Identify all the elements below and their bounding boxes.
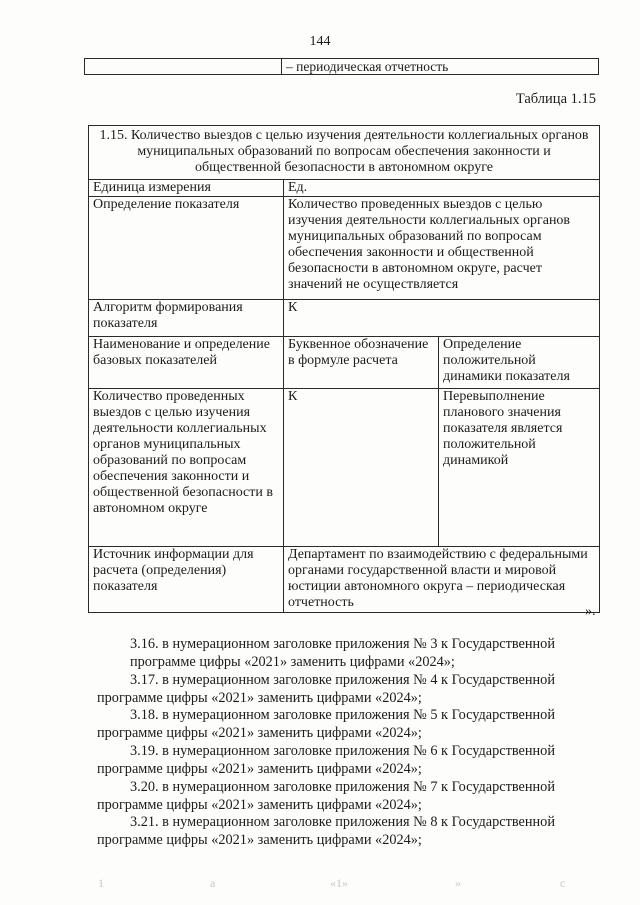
source-value: Департамент по взаимодействию с федеральными органами государственной власти и мировой юстиции автономного округа – периодическая отчетность (284, 547, 600, 613)
algorithm-value: К (284, 300, 600, 337)
base-indicator-dynamics: Перевыполнение планового значения показателя является положительной динамикой (439, 389, 600, 547)
amendment-paragraph (97, 814, 601, 849)
paragraph-text-continued: программе цифры «2021» заменить цифрами «2024»; (97, 689, 422, 706)
paragraph-text-continued: программе цифры «2021» заменить цифрами «2024»; (97, 760, 422, 777)
amendment-paragraph (97, 779, 601, 814)
continuation-right-cell: – периодическая отчетность (282, 59, 599, 75)
paragraph-number: 3.18. (130, 707, 159, 723)
indicator-title: 1.15. Количество выездов с целью изучения деятельности коллегиальных органов муниципальных образований по вопросам обеспечения законности и общественной безопасности в автономном округе (89, 126, 600, 180)
continuation-left-cell (85, 59, 282, 75)
bleed-fragment: «1» (330, 876, 348, 890)
paragraph-text-continued: программе цифры «2021» заменить цифрами «2024»; (130, 653, 455, 670)
paragraph-text: в нумерационном заголовке приложения № 4 к Государственной (162, 672, 555, 688)
bleed-fragment: » (455, 876, 461, 890)
paragraph-number: 3.19. (130, 743, 159, 759)
paragraph-number: 3.21. (130, 814, 159, 830)
amendment-paragraph (97, 672, 601, 707)
source-label: Источник информации для расчета (определения) показателя (89, 547, 284, 613)
algorithm-label: Алгоритм формирования показателя (89, 300, 284, 337)
unit-label: Единица измерения (89, 180, 284, 197)
paragraph-text: в нумерационном заголовке приложения № 3 к Государственной (162, 636, 555, 652)
amendment-paragraph (97, 707, 601, 742)
paragraph-text: в нумерационном заголовке приложения № 7 к Государственной (162, 779, 555, 795)
indicator-table (88, 125, 600, 613)
definition-label: Определение показателя (89, 197, 284, 300)
amendment-paragraph (97, 636, 601, 671)
bleed-fragment: 1 (98, 876, 104, 890)
base-indicator-name: Количество проведенных выездов с целью изучения деятельности коллегиальных органов муниципальных образований по вопросам обеспечения законности и общественной безопасности в автономном округе (89, 389, 284, 547)
paragraph-text: в нумерационном заголовке приложения № 6 к Государственной (162, 743, 555, 759)
bleed-fragment: а (210, 876, 216, 890)
paragraph-text-continued: программе цифры «2021» заменить цифрами «2024»; (97, 796, 422, 813)
bleed-through-text (0, 876, 640, 890)
paragraph-text: в нумерационном заголовке приложения № 5 к Государственной (162, 707, 555, 723)
unit-value: Ед. (284, 180, 600, 197)
paragraph-text-continued: программе цифры «2021» заменить цифрами «2024»; (97, 724, 422, 741)
bleed-fragment: с (560, 876, 566, 890)
closing-quote-mark: ». (585, 604, 596, 619)
paragraph-number: 3.16. (130, 636, 159, 652)
paragraph-text-continued: программе цифры «2021» заменить цифрами «2024»; (97, 831, 422, 848)
table-caption: Таблица 1.15 (515, 91, 596, 107)
letter-designation-header: Буквенное обозначение в формуле расчета (284, 337, 439, 389)
paragraph-text: в нумерационном заголовке приложения № 8 к Государственной (162, 814, 555, 830)
continuation-table (84, 58, 599, 75)
positive-dynamics-header: Определение положительной динамики показателя (439, 337, 600, 389)
definition-value: Количество проведенных выездов с целью изучения деятельности коллегиальных органов муниципальных образований по вопросам обеспечения законности и общественной безопасности в автономном округе, расчет значений не осуществляется (284, 197, 600, 300)
page-number: 144 (309, 34, 331, 49)
base-indicators-label: Наименование и определение базовых показателей (89, 337, 284, 389)
paragraph-number: 3.20. (130, 779, 159, 795)
paragraph-number: 3.17. (130, 672, 159, 688)
base-indicator-letter: К (284, 389, 439, 547)
amendment-paragraph (97, 743, 601, 778)
